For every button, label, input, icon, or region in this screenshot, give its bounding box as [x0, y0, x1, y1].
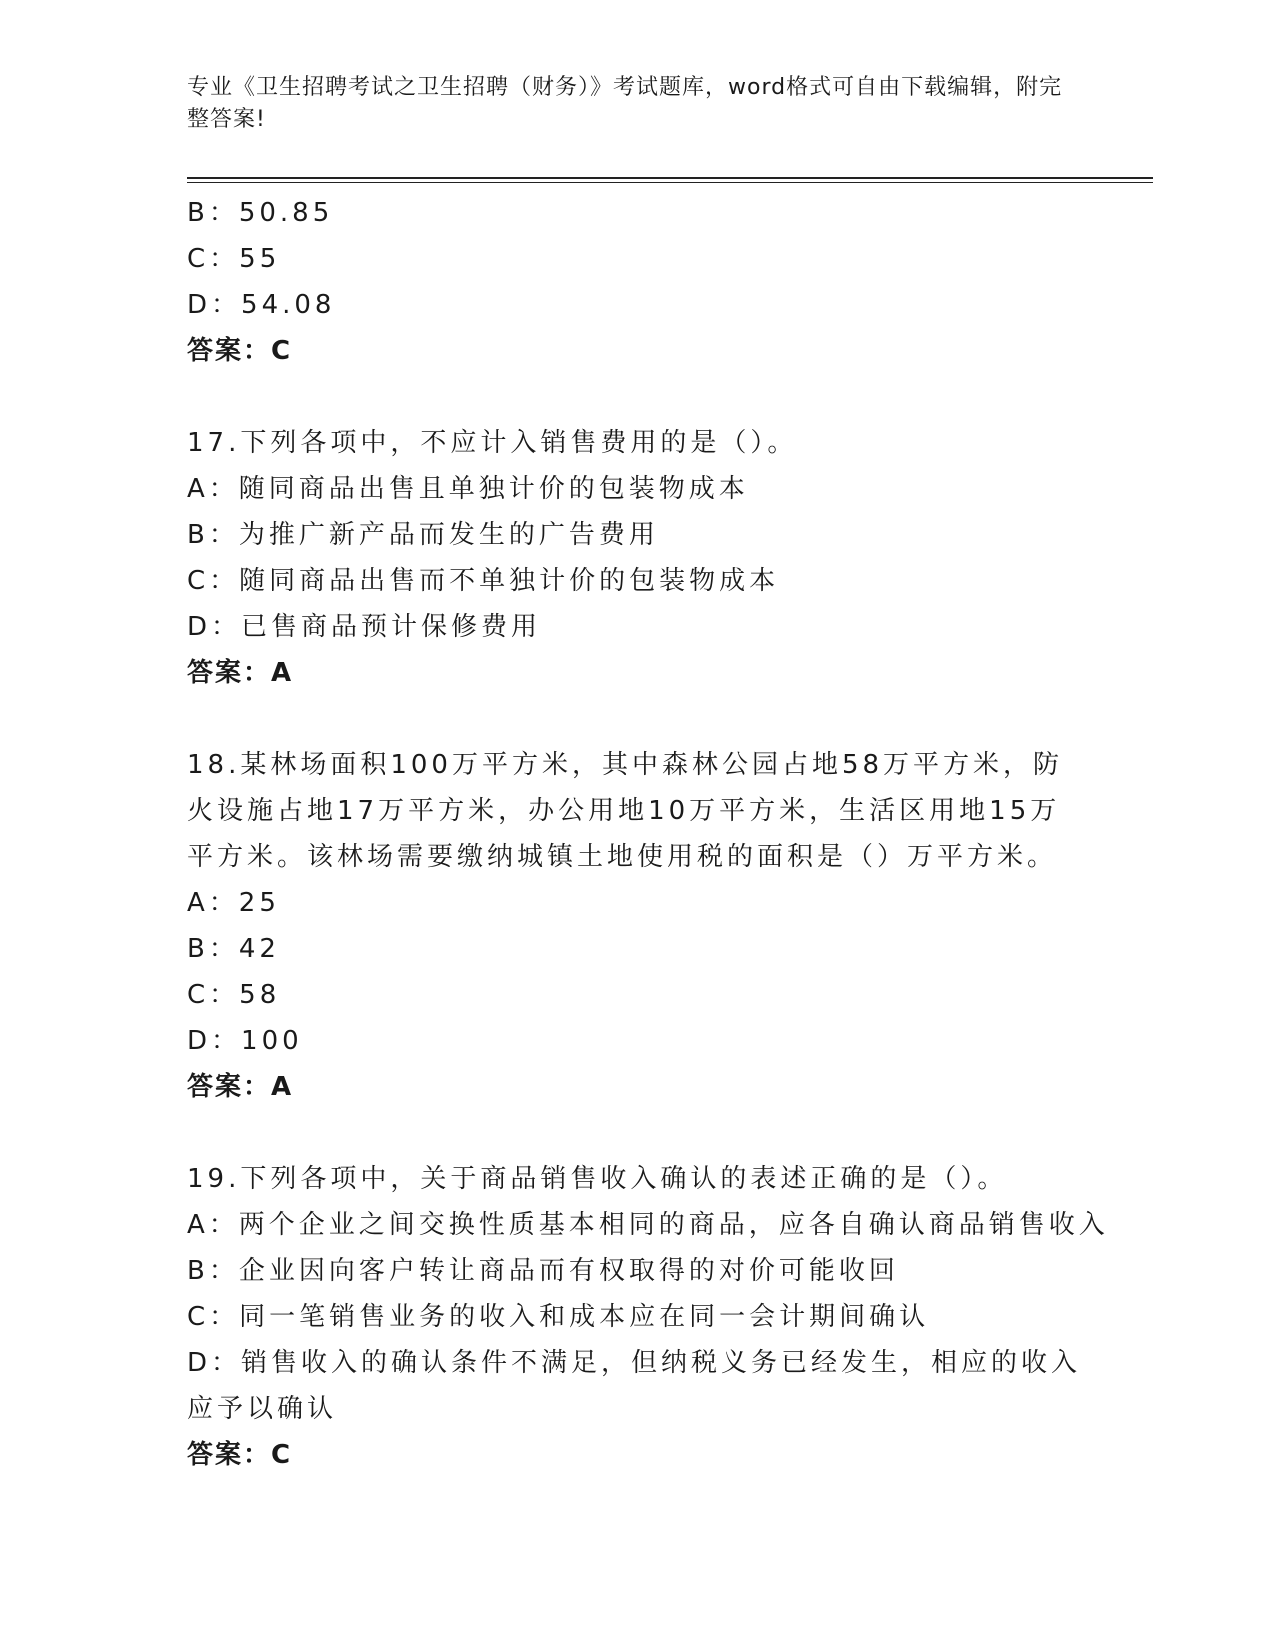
option-d: D：销售收入的确认条件不满足，但纳税义务已经发生，相应的收入应予以确认 [187, 1348, 1082, 1424]
spacer [187, 374, 1087, 420]
option-a: A：两个企业之间交换性质基本相同的商品，应各自确认商品销售收入 [187, 1210, 1109, 1240]
option-d: D：54.08 [187, 290, 336, 320]
option-a: A：随同商品出售且单独计价的包装物成本 [187, 474, 749, 504]
spacer [187, 1110, 1087, 1156]
option-b: B：42 [187, 934, 280, 964]
question-19 [187, 1156, 1109, 1478]
header-divider-thick [187, 177, 1153, 179]
option-b: B：为推广新产品而发生的广告费用 [187, 520, 659, 550]
option-b: B：50.85 [187, 198, 334, 228]
answer-line: 答案：C [187, 336, 293, 366]
answer-line: 答案：C [187, 1440, 293, 1470]
answer-line: 答案：A [187, 1072, 294, 1102]
option-a: A：25 [187, 888, 280, 918]
question-text: 19.下列各项中，关于商品销售收入确认的表述正确的是（）。 [187, 1164, 1008, 1194]
option-c: C：55 [187, 244, 281, 274]
question-text: 18.某林场面积100万平方米，其中森林公园占地58万平方米，防火设施占地17万平方米，办公用地10万平方米，生活区用地15万平方米。该林场需要缴纳城镇土地使用税的面积是（）万平方米。 [187, 750, 1064, 872]
question-17 [187, 420, 1087, 696]
question-18 [187, 742, 1087, 1110]
header-divider-thin [187, 182, 1153, 183]
option-c: C：58 [187, 980, 281, 1010]
option-c: C：同一笔销售业务的收入和成本应在同一会计期间确认 [187, 1302, 930, 1332]
answer-line: 答案：A [187, 658, 294, 688]
question-list [187, 190, 1109, 1478]
question-text: 17.下列各项中，不应计入销售费用的是（）。 [187, 428, 798, 458]
spacer [187, 696, 1087, 742]
option-d: D：100 [187, 1026, 303, 1056]
document-header: 专业《卫生招聘考试之卫生招聘（财务）》考试题库，word格式可自由下载编辑，附完整答案! [187, 75, 1063, 132]
option-c: C：随同商品出售而不单独计价的包装物成本 [187, 566, 780, 596]
option-b: B：企业因向客户转让商品而有权取得的对价可能收回 [187, 1256, 899, 1286]
option-d: D：已售商品预计保修费用 [187, 612, 542, 642]
question-16-tail [187, 190, 1087, 374]
